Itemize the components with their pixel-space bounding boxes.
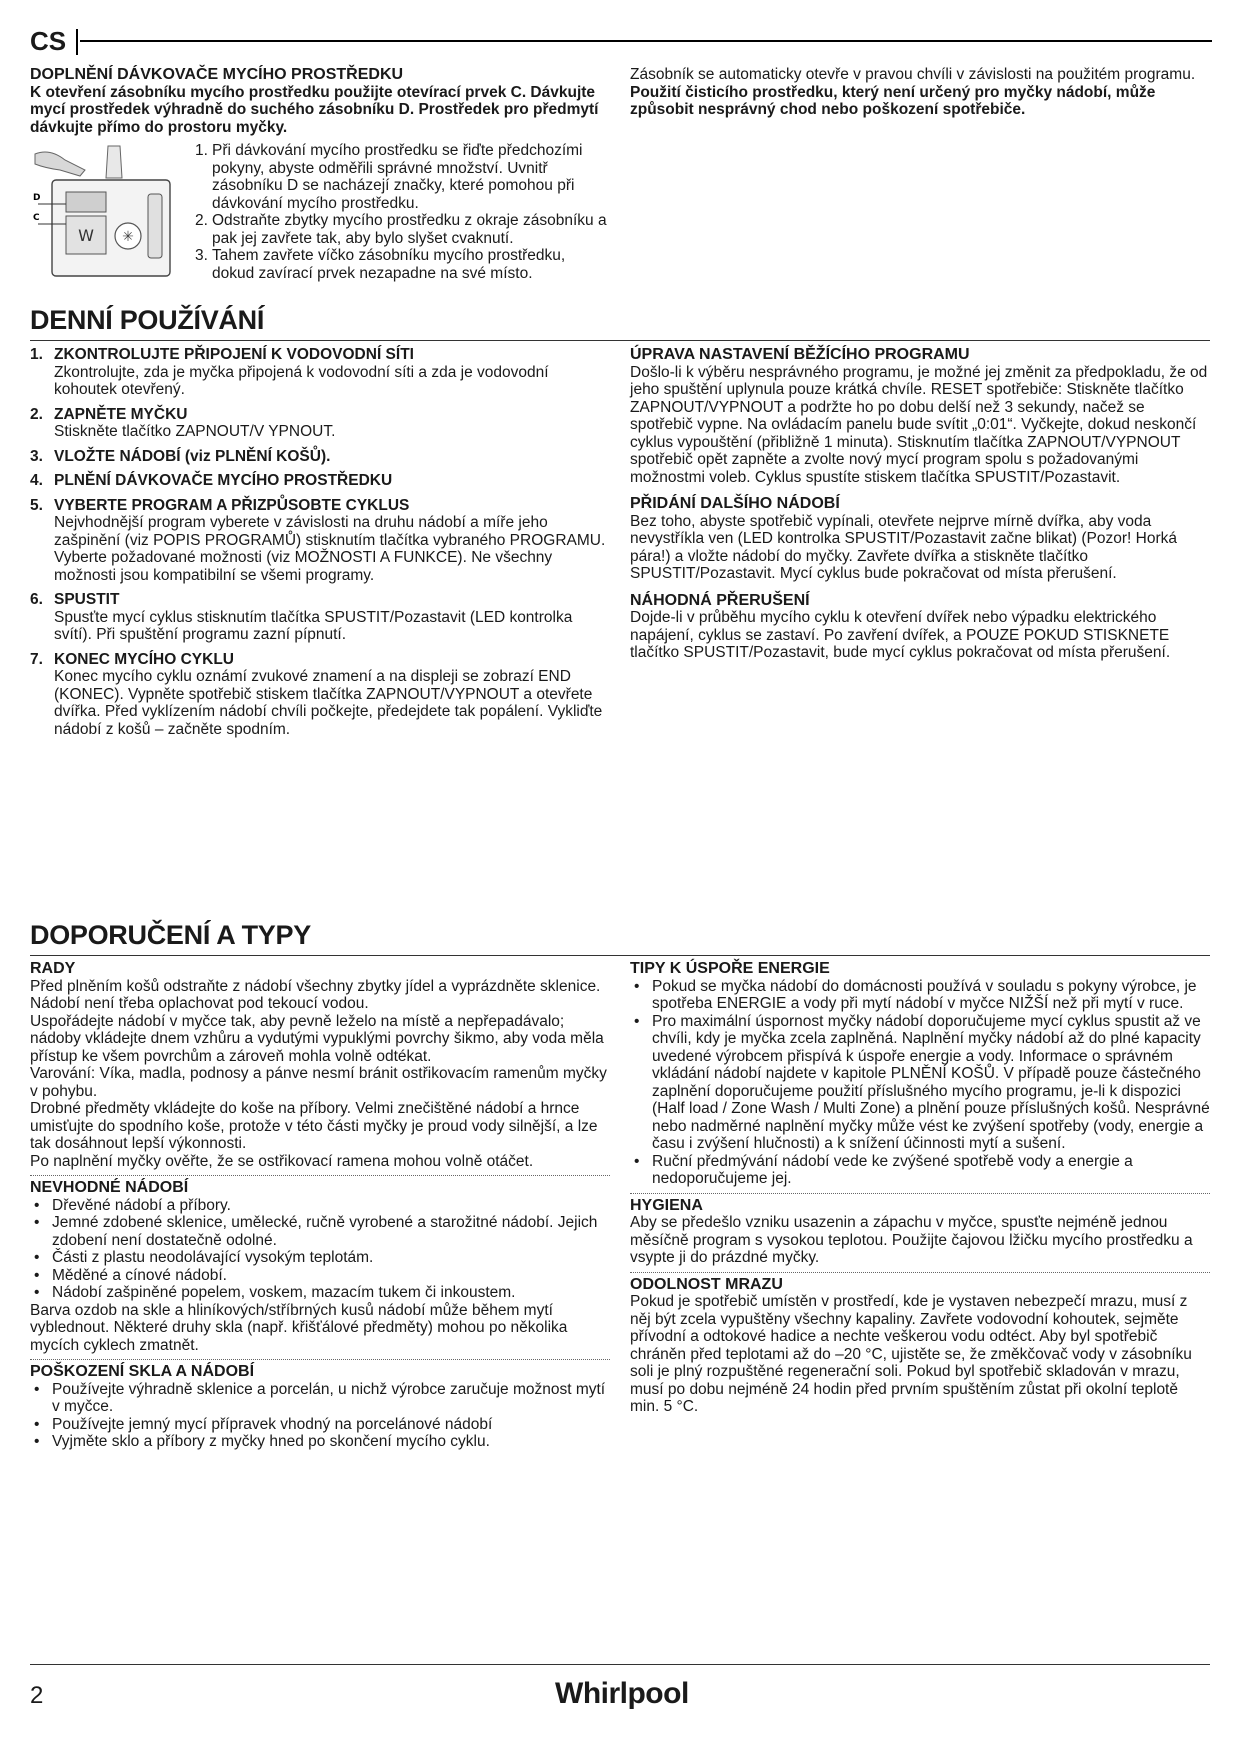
hygiene-heading: HYGIENA: [630, 1196, 703, 1214]
frost-heading: ODOLNOST MRAZU: [630, 1275, 783, 1293]
rady-text: Uspořádejte nádobí v myčce tak, aby pevně leželo na místě a nepřepadávalo; nádoby vkládejte dnem vzhůru a vydutými vypuklými povrchy šikmo, aby voda měla přístup ke všem povrchům a zároveň mohla volně odtékat.: [30, 1012, 604, 1065]
tips-title: DOPORUČENÍ A TYPY: [30, 920, 311, 950]
unsuitable-list: [30, 1197, 610, 1302]
daily-steps: [30, 346, 610, 745]
rady-text: Po naplnění myčky ověřte, že se ostřikovací ramena mohou volně otáčet.: [30, 1152, 534, 1170]
list-item: • Vyjměte sklo a příbory z myčky hned po skončení mycího cyklu.: [30, 1433, 610, 1451]
dispenser-warning: Použití čisticího prostředku, který není určený pro myčky nádobí, může způsobit nesprávný chod nebo poškození spotřebiče.: [630, 83, 1156, 118]
dispenser-title: DOPLNĚNÍ DÁVKOVAČE MYCÍHO PROSTŘEDKU: [30, 66, 404, 83]
daily-rule: [30, 340, 1210, 341]
list-item: • Měděné a cínové nádobí.: [30, 1267, 610, 1285]
list-item: • Pro maximální úspornost myčky nádobí doporučujeme mycí cyklus spustit až ve chvíli, kdy je myčka zcela zaplněná. Naplnění myčky nádobí až do plné kapacity uvedené výrobcem přispívá k úspoře energie a vody. Informace o správném vkládání nádobí najdete v kapitole PLNĚNÍ KOŠŮ. V případě pouze částečného zaplnění doporučujeme použití příslušného mycího programu, je-li k dispozici (Half load / Zone Wash / Multi Zone) a plnění pouze příslušných košů. Nesprávné nebo nadměrné naplnění myčky může vést ke zvýšení spotřeby (vody, energie a času i zvýšení hlučnosti) a k snížení účinnosti mytí a sušení.: [630, 1013, 1210, 1153]
daily-right-heading: NÁHODNÁ PŘERUŠENÍ: [630, 591, 810, 609]
footer-rule: [30, 1664, 1210, 1665]
tips-right: [630, 960, 1210, 1416]
frost-text: Pokud je spotřebič umístěn v prostředí, kde je vystaven nebezpečí mrazu, musí z něj být zcela vypuštěny všechny kapaliny. Zavřete vodovodní kohoutek, sejměte přívodní a odtokové hadice a nechte veškerou vodu odtéct. Aby byl spotřebič chráněn před teplotami až do –20 °C, ujistěte se, že změkčovač vody v zásobníku soli je plný rozpuštěné regenerační soli. Pokud byl spotřebič skladován v mrazu, musí po dobu nejméně 24 hodin před prvním spuštěním zůstat při okolní teplotě min. 5 °C.: [630, 1293, 1192, 1415]
daily-step: 3. VLOŽTE NÁDOBÍ (viz PLNĚNÍ KOŠŮ).: [30, 447, 331, 465]
daily-right: [630, 346, 1210, 662]
list-item: • Používejte výhradně sklenice a porcelán, u nichž výrobce zaručuje možnost mytí v myčce.: [30, 1381, 610, 1416]
unsuitable-heading: NEVHODNÉ NÁDOBÍ: [30, 1179, 189, 1196]
daily-right-text: Bez toho, abyste spotřebič vypínali, otevřete nejprve mírně dvířka, aby voda nevystříkla ven (LED kontrolka SPUSTIT/Pozastavit začne blikat) (Pozor! Horká pára!) a vložte nádobí do myčky. Zavřete dvířka a stiskněte tlačítko SPUSTIT/Pozastavit. Mycí cyklus bude pokračovat od místa přerušení.: [630, 512, 1178, 582]
list-item: • Nádobí zašpiněné popelem, voskem, mazacím tukem či inkoustem.: [30, 1284, 610, 1302]
page-number: 2: [30, 1682, 44, 1709]
header-rule: [80, 40, 1212, 42]
list-item: • Dřevěné nádobí a příbory.: [30, 1197, 610, 1215]
list-item: • Pokud se myčka nádobí do domácnosti používá v souladu s pokyny výrobce, je spotřeba ENERGIE a vody při mytí nádobí v myčce NIŽŠÍ než při mytí v ruce.: [630, 978, 1210, 1013]
energy-list: [630, 978, 1210, 1188]
daily-title: DENNÍ POUŽÍVÁNÍ: [30, 305, 265, 335]
dispenser-steps: [195, 142, 610, 282]
daily-right-text: Došlo-li k výběru nesprávného programu, je možné jej změnit za předpokladu, že od jeho spuštění uplynula pouze krátká chvíle. RESET spotřebiče: Stiskněte tlačítko ZAPNOUT/VYPNOUT a podržte ho po dobu delší než 3 sekundy, načež se spotřebič vypne. Na ovládacím panelu bude svítit „0:01“. Vyčkejte, dokud neskončí cyklus vypouštění (přibližně 1 minuta). Stisknutím tlačítka ZAPNOUT/VYPNOUT spotřebič opět zapněte a zvolte nový mycí program spolu s požadovanými možnostmi voleb. Cyklus spustíte stiskem tlačítka SPUSTIT/Pozastavit.: [630, 363, 1208, 486]
dispenser-left: [30, 66, 610, 136]
energy-heading: TIPY K ÚSPOŘE ENERGIE: [630, 960, 830, 977]
list-item: • Jemné zdobené sklenice, umělecké, ručně vyrobené a starožitné nádobí. Jejich zdobení není dostatečně odolné.: [30, 1214, 610, 1249]
dispenser-step: 2. Odstraňte zbytky mycího prostředku z okraje zásobníku a pak jej zavřete tak, aby bylo slyšet cvaknutí.: [195, 212, 607, 247]
dispenser-auto-open: Zásobník se automaticky otevře v pravou chvíli v závislosti na použitém programu.: [630, 66, 1196, 83]
rady-text: Varování: Víka, madla, podnosy a pánve nesmí bránit ostřikovacím ramenům myčky v pohybu.: [30, 1065, 607, 1100]
dispenser-step: 1. Při dávkování mycího prostředku se řiďte předchozími pokyny, abyste odměřili správné množství. Uvnitř zásobníku D se nacházejí značky, které pomohou při dávkování mycího prostředku.: [195, 142, 583, 212]
label-c: C: [33, 213, 40, 223]
list-item: • Části z plastu neodolávající vysokým teplotám.: [30, 1249, 610, 1267]
hygiene-text: Aby se předešlo vzniku usazenin a zápachu v myčce, spusťte nejméně jednou měsíčně program s vysokou teplotou. Použijte čajovou lžičku mycího prostředku a vsypte ji do prázdné myčky.: [630, 1214, 1193, 1266]
label-d: D: [33, 193, 41, 203]
header-divider: [76, 29, 78, 55]
daily-step: 7. KONEC MYCÍHO CYKLU Konec mycího cyklu oznámí zvukové znamení a na displeji se zobrazí END (KONEC). Vypněte spotřebič stiskem tlačítka ZAPNOUT/VYPNOUT a otevřete dvířka. Před vyklízením nádobí chvíli počkejte, předejdete tak popálení. Vykliďte nádobí z košů – začněte spodním.: [30, 650, 603, 738]
daily-right-heading: ÚPRAVA NASTAVENÍ BĚŽÍCÍHO PROGRAMU: [630, 346, 970, 363]
dispenser-intro: K otevření zásobníku mycího prostředku použijte otevírací prvek C. Dávkujte mycí prostředek výhradně do suchého zásobníku D. Prostředek pro předmytí dávkujte přímo do prostoru myčky.: [30, 83, 599, 136]
daily-step: 1. ZKONTROLUJTE PŘIPOJENÍ K VODOVODNÍ SÍTI Zkontrolujte, zda je myčka připojená k vodovodní síti a zda je vodovodní kohoutek otevřený.: [30, 346, 549, 398]
dispenser-step: 3. Tahem zavřete víčko zásobníku mycího prostředku, dokud zavírací prvek nezapadne na své místo.: [195, 247, 566, 282]
damage-list: [30, 1381, 610, 1451]
rady-heading: RADY: [30, 960, 76, 977]
daily-step: 2. ZAPNĚTE MYČKU Stiskněte tlačítko ZAPNOUT/V YPNOUT.: [30, 405, 336, 440]
svg-text:W: W: [78, 226, 94, 245]
list-item: • Ruční předmývání nádobí vede ke zvýšené spotřebě vody a energie a nedoporučujeme jej.: [630, 1153, 1210, 1188]
brand-logo: Whirlpool: [555, 1677, 689, 1710]
tips-left: [30, 960, 610, 1451]
language-code: CS: [30, 26, 67, 56]
svg-text:✳: ✳: [122, 229, 134, 245]
daily-right-text: Dojde-li v průběhu mycího cyklu k otevření dvířek nebo výpadku elektrického napájení, cyklus se zastaví. Po zavření dvířek, a POUZE POKUD STISKNETE tlačítko SPUSTIT/Pozastavit, bude mycí cyklus pokračovat od místa přerušení.: [630, 609, 1171, 661]
tips-rule: [30, 955, 1210, 956]
dispenser-illustration: [30, 142, 180, 280]
daily-right-heading: PŘIDÁNÍ DALŠÍHO NÁDOBÍ: [630, 495, 840, 512]
unsuitable-note: Barva ozdob na skle a hliníkových/stříbrných kusů nádobí může během mytí vyblednout. Některé druhy skla (např. křišťálové předměty) mohou po několika mycích cyklech zmatnět.: [30, 1301, 568, 1354]
dispenser-right: [630, 66, 1210, 119]
rady-text: Před plněním košů odstraňte z nádobí všechny zbytky jídel a vyprázdněte sklenice. Nádobí není třeba oplachovat pod tekoucí vodou.: [30, 977, 601, 1012]
daily-step: 5. VYBERTE PROGRAM A PŘIZPŮSOBTE CYKLUS Nejvhodnější program vyberete v závislosti na druhu nádobí a míře jeho zašpinění (viz POPIS PROGRAMŮ) stisknutím tlačítka vybraného PROGRAMU. Vyberte požadované možnosti (viz MOŽNOSTI A FUNKCE). Ne všechny možnosti jsou kompatibilní se všemi programy.: [30, 496, 606, 584]
damage-heading: POŠKOZENÍ SKLA A NÁDOBÍ: [30, 1363, 255, 1380]
list-item: • Používejte jemný mycí přípravek vhodný na porcelánové nádobí: [30, 1416, 610, 1434]
daily-step: 6. SPUSTIT Spusťte mycí cyklus stisknutím tlačítka SPUSTIT/Pozastavit (LED kontrolka svítí). Při spuštění programu zazní pípnutí.: [30, 591, 573, 643]
daily-step: 4. PLNĚNÍ DÁVKOVAČE MYCÍHO PROSTŘEDKU: [30, 472, 393, 489]
rady-text: Drobné předměty vkládejte do koše na příbory. Velmi znečištěné nádobí a hrnce umisťujte do spodního koše, protože v této části myčky je proud vody silnější, a lze tak dosáhnout lepší výkonnosti.: [30, 1100, 598, 1152]
